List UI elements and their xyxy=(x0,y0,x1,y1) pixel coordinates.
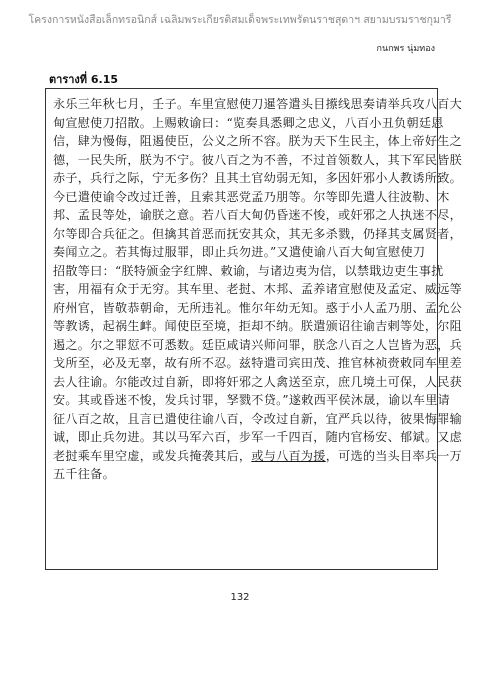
text-line: 安。其或昏迷不悛，发兵讨罪，孥戮不贷。”遂敕西平侯沐晟，谕以车里请 xyxy=(53,393,451,407)
text-line xyxy=(53,447,463,466)
page-number: 132 xyxy=(230,592,250,603)
text-line: 诚，即止兵勿进。其以马军六百，步军一千四百，随内官杨安、郁斌。又虑 xyxy=(53,430,462,444)
text-line: 招散等曰：“朕特颁金字红牌、敕谕，与诸边夷为信，以禁戢边吏生事扰 xyxy=(53,263,444,278)
text-line: 邦、孟艮等处，谕朕之意。若八百大甸仍昏迷不悛，或奸邪之人执迷不尽， xyxy=(53,208,462,222)
text-line: 德，一民失所，朕为不宁。彼八百之为不善，不过首领数人，其下军民皆朕 xyxy=(53,152,462,167)
text-line: 戈所至，必及无辜，故有所不忍。兹特遣司宾田茂、推官林祯赍敕同车里差 xyxy=(53,356,462,370)
text-line: 遏之。尔之罪愆不可悉数。廷臣咸请兴师问罪，朕念八百之人岂皆为恶，兵 xyxy=(53,337,462,352)
text-line: 府州官，皆敬恭朝命，无所违礼。惟尔年幼无知。惑于小人孟乃朋、孟允公 xyxy=(53,300,462,315)
text-line: 今已遣使谕令改过迁善，且索其恶党孟乃朋等。尔等即先遣人往波勒、木 xyxy=(53,189,450,204)
underlined-phrase: 或与八百为援 xyxy=(251,448,326,463)
project-header: โครงการหนังสือเล็กทรอนิกส์ เฉลิมพระเกียรติสมเด็จพระเทพรัตนราชสุดาฯ สยามบรมราชกุมารี xyxy=(28,14,452,26)
text-line: 奏闻立之。若其悔过服罪，即止兵勿进。”又遣使谕八百大甸宣慰使刀 xyxy=(53,245,426,259)
text-line: 赤子，兵行之际，宁无多伤？且其土官幼弱无知，多因奸邪小人教诱所致。 xyxy=(53,171,462,185)
text-segment: 老挝乘车里空虚，或发兵掩袭其后， xyxy=(53,448,252,463)
text-line: 害，用福有众于无穷。其车里、老挝、木邦、孟养诸宣慰使及孟定、威远等 xyxy=(53,282,462,296)
text-line: 尔等即合兵征之。但擒其首恶而抚安其众，其无多杀戮，仍择其支属贤者， xyxy=(53,226,462,241)
author-name: กนกพร นุ่มทอง xyxy=(376,44,435,54)
text-line: 去人往谕。尔能改过自新，即将奸邪之人禽送至京，庶几境土可保，人民获 xyxy=(53,374,462,389)
quoted-text-box xyxy=(45,88,463,570)
text-line: 等教诱，起祸生衅。闻使臣至境，拒却不纳。朕遣颁诏往谕吉剌等处，尔阻 xyxy=(53,319,462,333)
text-line: 永乐三年秋七月，壬子。车里宣慰使刀暹答遣头目攃线思奏请举兵攻八百大 xyxy=(53,97,462,111)
text-segment: ，可选的当头目率兵一万 xyxy=(325,448,463,463)
text-line: 征八百之故，且言已遣使往谕八百，令改过自新，宜严兵以待，彼果悔罪输 xyxy=(53,411,462,426)
text-line: 甸宣慰使刀招散。上赐敕谕曰：“览奏具悉卿之忠义，八百小丑负朝廷恩 xyxy=(53,115,444,130)
text-line: 信，肆为慢侮，阻遏使臣，公义之所不容。朕为天下生民主，体上帝好生之 xyxy=(53,134,462,148)
table-title: ตารางที่ 6.15 xyxy=(49,73,118,86)
text-line: 五千往备。 xyxy=(53,467,115,481)
